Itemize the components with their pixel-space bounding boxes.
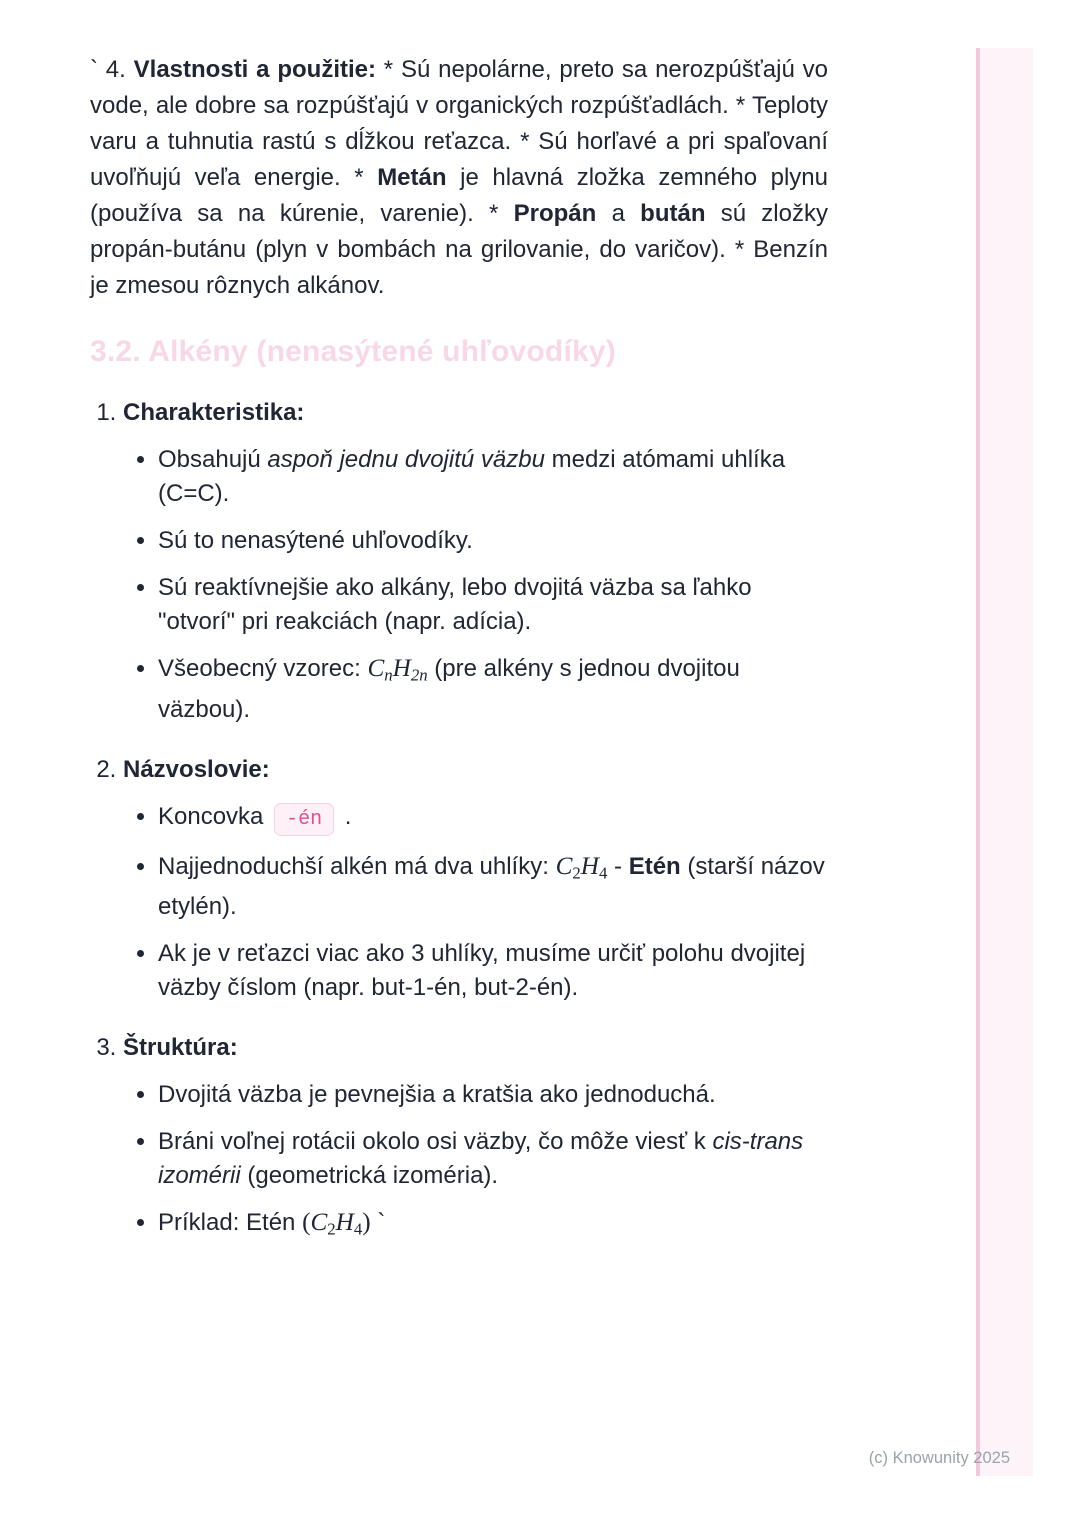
section-title: Štruktúra: bbox=[123, 1034, 238, 1062]
bullet-item bbox=[158, 937, 828, 1005]
text-run: 4 bbox=[353, 1220, 363, 1240]
bullet-list bbox=[123, 443, 828, 727]
text-run: . bbox=[338, 802, 352, 830]
text-run: Etén bbox=[628, 852, 681, 880]
text-run: ` bbox=[370, 1209, 386, 1237]
text-run: 2 bbox=[327, 1220, 336, 1240]
text-run: - bbox=[607, 852, 629, 880]
bullet-list bbox=[123, 1078, 828, 1247]
text-run: 2 bbox=[572, 863, 581, 883]
bullet-item bbox=[158, 571, 828, 639]
text-run: medzi atómami uhlíka (C=C). bbox=[158, 446, 786, 507]
page-edge-panel bbox=[980, 48, 1033, 1476]
text-run: je hlavná zložka zemného plynu (používa sa na kúrenie, varenie). * bbox=[90, 164, 829, 227]
bullet-list bbox=[123, 800, 828, 1006]
text-run: H bbox=[580, 852, 599, 880]
bullet-item bbox=[158, 1206, 828, 1247]
section-title: Charakteristika: bbox=[123, 399, 305, 426]
copyright-footer: (c) Knowunity 2025 bbox=[868, 1449, 1010, 1467]
text-run: Obsahujú bbox=[158, 446, 268, 473]
content-area bbox=[90, 52, 828, 1273]
bullet-item bbox=[158, 1078, 828, 1112]
sections-list bbox=[90, 396, 828, 1247]
text-run: H bbox=[335, 1209, 354, 1237]
intro-paragraph bbox=[90, 52, 828, 304]
text-run: 4 bbox=[598, 863, 608, 883]
bullet-item bbox=[158, 800, 828, 837]
text-run: Vlastnosti a použitie: bbox=[133, 56, 376, 83]
text-run: Ak je v reťazci viac ako 3 uhlíky, musíme určiť polohu dvojitej väzby číslom (napr. but-1-én, but-2-én). bbox=[158, 940, 806, 1002]
section-title: Názvoslovie: bbox=[123, 755, 270, 783]
text-run: * Sú nepolárne, preto sa nerozpúšťajú vo vode, ale dobre sa rozpúšťajú v organických rozpúšťadlách. * Teploty varu a tuhnutia rastú s dĺžkou reťazca. * Sú horľavé a pri spaľovaní uvoľňujú veľa energie. * bbox=[90, 56, 829, 191]
text-run: cis-trans izomérii bbox=[158, 1128, 804, 1190]
text-run: Metán bbox=[377, 164, 447, 191]
text-run: H bbox=[392, 655, 411, 682]
text-run: Bráni voľnej rotácii okolo osi väzby, čo môže viesť k bbox=[158, 1128, 713, 1156]
text-run: (starší názov etylén). bbox=[158, 852, 825, 921]
text-run: 2n bbox=[410, 665, 428, 685]
text-run: bután bbox=[640, 200, 706, 227]
text-run: ` 4. bbox=[90, 56, 134, 83]
text-run: Koncovka bbox=[158, 802, 271, 830]
code-chip: -én bbox=[274, 803, 334, 836]
section-item bbox=[123, 396, 828, 727]
text-run: Príklad: Etén bbox=[158, 1209, 303, 1237]
text-run: C bbox=[310, 1209, 328, 1237]
text-run: C bbox=[555, 852, 573, 880]
text-run: Všeobecný vzorec: bbox=[158, 655, 368, 682]
text-run: Sú to nenasýtené uhľovodíky. bbox=[158, 527, 473, 554]
text-run: ) bbox=[362, 1209, 371, 1237]
bullet-item bbox=[158, 850, 828, 925]
text-run: a bbox=[596, 200, 641, 227]
page-title: 3.2. Alkény (nenasýtené uhľovodíky) bbox=[90, 335, 616, 368]
section-item bbox=[123, 1031, 828, 1247]
bullet-item bbox=[158, 524, 828, 558]
bullet-item bbox=[158, 652, 828, 727]
text-run: Dvojitá väzba je pevnejšia a kratšia ako jednoduchá. bbox=[158, 1081, 716, 1109]
bullet-item bbox=[158, 1125, 828, 1193]
text-run: Najjednoduchší alkén má dva uhlíky: bbox=[158, 852, 556, 880]
text-run: C bbox=[367, 655, 385, 682]
text-run: n bbox=[384, 665, 393, 685]
text-run: sú zložky propán-butánu (plyn v bombách na grilovanie, do varičov). * Benzín je zmesou rôznych alkánov. bbox=[90, 200, 828, 299]
text-run: Sú reaktívnejšie ako alkány, lebo dvojitá väzba sa ľahko "otvorí" pri reakciách (napr. adícia). bbox=[158, 574, 752, 635]
text-run: aspoň jednu dvojitú väzbu bbox=[267, 446, 545, 473]
text-run: (pre alkény s jednou dvojitou väzbou). bbox=[158, 655, 740, 723]
section-item bbox=[123, 753, 828, 1006]
bullet-item bbox=[158, 443, 828, 511]
text-run: (geometrická izoméria). bbox=[240, 1162, 499, 1190]
text-run: Propán bbox=[513, 200, 597, 227]
text-run: ( bbox=[302, 1209, 311, 1237]
